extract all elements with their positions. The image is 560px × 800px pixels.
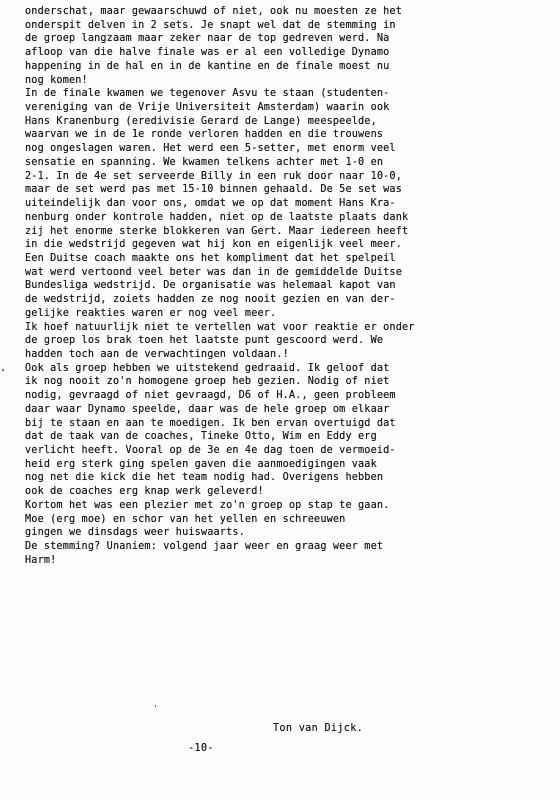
text-line: onderspit delven in 2 sets. Je snapt wel dat de stemming in: [25, 19, 396, 31]
text-line: maar de set werd pas met 15-10 binnen gehaald. De 5e set was: [25, 184, 403, 196]
text-line: Ik hoef natuurlijk niet te vertellen wat voor reaktie er onder: [25, 321, 415, 333]
text-line: heid erg sterk ging spelen gaven die aanmoedigingen vaak: [25, 458, 377, 470]
text-line: Ook als groep hebben we uitstekend gedraaid. Ik geloof dat: [25, 362, 390, 374]
text-line: ook de coaches erg knap werk geleverd!: [25, 486, 264, 498]
text-line: afloop van die halve finale was er al een volledige Dynamo: [25, 47, 390, 59]
margin-mark: [2, 369, 4, 371]
text-line: hadden toch aan de verwachtingen voldaan.!: [25, 348, 289, 360]
text-line: de groep los brak toen het laatste punt gescoord werd. We: [25, 335, 384, 347]
text-line: nog ongeslagen waren. Het werd een 5-setter, met enorm veel: [25, 143, 396, 155]
text-line: bij te staan en aan te moedigen. Ik ben ervan overtuigd dat: [25, 417, 396, 429]
text-line: vereniging van de Vrije Universiteit Amsterdam) waarin ook: [25, 102, 390, 114]
text-line: nog komen!: [25, 74, 88, 86]
page-number: -10-: [188, 743, 214, 754]
text-line: sensatie en spanning. We kwamen telkens achter met 1-0 en: [25, 156, 384, 168]
text-line: zij het enorme sterke blokkeren van Gert. Maar iedereen heeft: [25, 225, 409, 237]
text-line: Een Duitse coach maakte ons het kompliment dat het spelpeil: [25, 252, 396, 264]
text-line: gelijke reakties waren er nog veel meer.: [25, 307, 277, 319]
text-line: de wedstrijd, zoiets hadden ze nog nooit gezien en van der-: [25, 294, 396, 306]
text-line: nodig, gevraagd of niet gevraagd, D6 of H.A., geen probleem: [25, 390, 396, 402]
text-line: uiteindelijk dan voor ons, omdat we op dat moment Hans Kra-: [25, 198, 396, 210]
text-line: De stemming? Unaniem: volgend jaar weer en graag weer met: [25, 541, 384, 553]
ink-speck: [155, 705, 156, 707]
text-line: onderschat, maar gewaarschuwd of niet, ook nu moesten ze het: [25, 6, 403, 17]
text-line: ik nog nooit zo'n homogene groep heb gezien. Nodig of niet: [25, 376, 390, 388]
text-line: in die wedstrijd gegeven wat hij kon en eigenlijk veel meer.: [25, 239, 403, 251]
text-line: Bundesliga wedstrijd. De organisatie was helemaal kapot van: [25, 280, 396, 292]
text-line: In de finale kwamen we tegenover Asvu te staan (studenten-: [25, 88, 390, 100]
text-line: wat werd vertoond veel beter was dan in de gemiddelde Duitse: [25, 266, 403, 278]
text-line: verlicht heeft. Vooral op de 3e en 4e dag toen de vermoeid-: [25, 445, 396, 456]
text-line: Hans Kranenburg (eredivisie Gerard de Lange) meespeelde,: [25, 115, 377, 127]
text-line: nenburg onder kontrole hadden, niet op de laatste plaats dank: [25, 211, 409, 223]
text-line: 2-1. In de 4e set serveerde Billy in een ruk door naar 10-0,: [25, 170, 403, 182]
text-line: dat de taak van de coaches, Tineke Otto, Wim en Eddy erg: [25, 431, 377, 443]
text-line: daar waar Dynamo speelde, daar was de hele groep om elkaar: [25, 403, 390, 415]
text-line: de groep langzaam maar zeker naar de top gedreven werd. Na: [25, 33, 390, 45]
author-signature: Ton van Dijck.: [273, 723, 364, 734]
body-text: [25, 5, 555, 567]
text-line: waarvan we in de 1e ronde verloren hadden en die trouwens: [25, 129, 384, 141]
text-line: happening in de hal en in de kantine en de finale moest nu: [25, 60, 390, 72]
text-line: Harm!: [25, 554, 57, 566]
text-line: Moe (erg moe) en schor van het yellen en schreeuwen: [25, 513, 346, 525]
text-line: gingen we dinsdags weer huiswaarts.: [25, 527, 245, 539]
text-line: Kortom het was een plezier met zo'n groep op stap te gaan.: [25, 499, 390, 511]
text-line: nog net die kick die het team nodig had. Overigens hebben: [25, 472, 384, 484]
